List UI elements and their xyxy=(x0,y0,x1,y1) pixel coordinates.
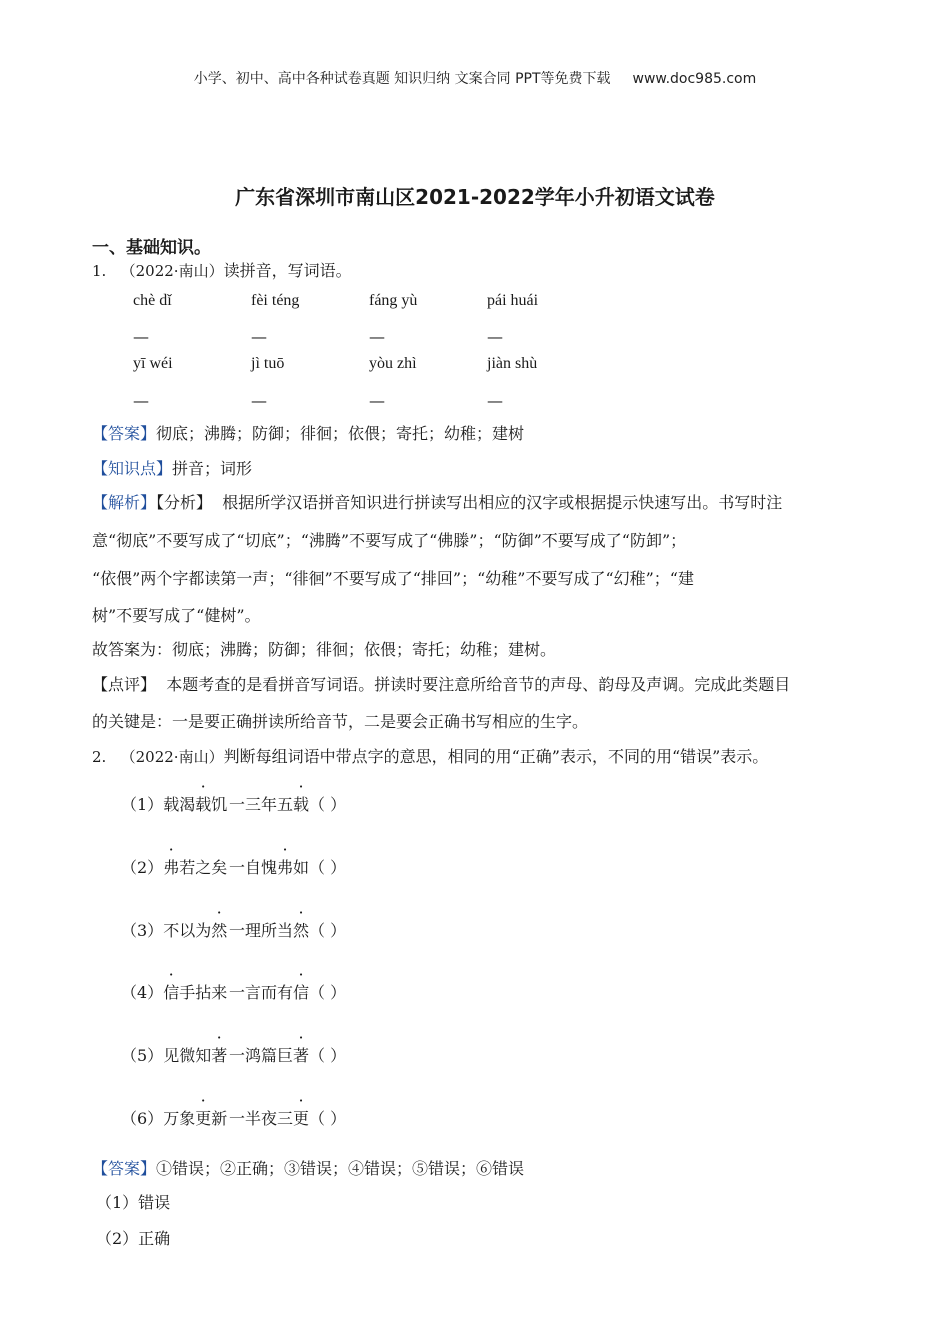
item-number: （6） xyxy=(121,1109,164,1128)
question-1 xyxy=(92,258,352,281)
dotted-char: 更 xyxy=(293,1109,310,1128)
answer-tag: 【答案】 xyxy=(92,1159,157,1178)
q1-number: 1. xyxy=(92,262,107,280)
word-pair-item xyxy=(121,980,346,1003)
answer-blank: — xyxy=(487,391,503,410)
pinyin-item: chè dǐ xyxy=(133,292,172,309)
word-part: 若之矣 xyxy=(179,858,228,877)
pinyin-item: pái huái xyxy=(487,292,539,309)
answer-blank: — xyxy=(133,327,149,346)
word-part: 新 xyxy=(211,1109,228,1128)
item-number: （1） xyxy=(121,795,164,814)
pinyin-item: fáng yù xyxy=(369,292,418,309)
answer-blank: — xyxy=(251,327,267,346)
answer-paren: （ ） xyxy=(309,1046,347,1065)
analysis-tag: 【解析】 xyxy=(92,493,157,512)
answer-blank: — xyxy=(487,327,503,346)
answer-text: ①错误；②正确；③错误；④错误；⑤错误；⑥错误 xyxy=(156,1159,525,1178)
analysis-text: 根据所学汉语拼音知识进行拼读写出相应的汉字或根据提示快速写出。书写时注 xyxy=(212,493,783,512)
answer-paren: （ ） xyxy=(309,983,347,1002)
comment-text: 本题考查的是看拼音写词语。拼读时要注意所给音节的声母、韵母及声调。完成此类题目 xyxy=(156,675,791,694)
document-title: 广东省深圳市南山区2021-2022学年小升初语文试卷 xyxy=(235,185,715,209)
word-pair-item xyxy=(121,855,346,878)
q1-analysis-line: 意“彻底”不要写成了“切底”；“沸腾”不要写成了“佛滕”；“防御”不要写成了“防卸”； xyxy=(92,531,687,550)
dotted-char: 然 xyxy=(293,921,310,940)
word-pair-item xyxy=(121,918,346,941)
q2-number: 2. xyxy=(92,748,107,766)
item-number: （5） xyxy=(121,1046,164,1065)
header-site: www.doc985.com xyxy=(632,71,757,87)
dotted-char: 载 xyxy=(293,795,310,814)
q1-analysis-line: “依偎”两个字都读第一声；“徘徊”不要写成了“排回”；“幼稚”不要写成了“幻稚”；“建 xyxy=(92,569,694,588)
q2-answer xyxy=(92,1156,524,1179)
page-header xyxy=(0,68,950,88)
header-text: 小学、初中、高中各种试卷真题 知识归纳 文案合同 PPT等免费下载 xyxy=(193,71,611,87)
word-pair-item xyxy=(121,1106,346,1129)
answer-tag: 【答案】 xyxy=(92,424,157,443)
word-part: 见微知 xyxy=(163,1046,212,1065)
item-number: （3） xyxy=(121,921,164,940)
q1-comment-line xyxy=(92,672,790,695)
word-part: 如 xyxy=(293,858,310,877)
word-pair-item xyxy=(121,792,346,815)
answer-blank: — xyxy=(251,391,267,410)
pinyin-item: jiàn shù xyxy=(487,355,538,372)
answer-blank: — xyxy=(369,327,385,346)
q1-conclusion: 故答案为：彻底；沸腾；防御；徘徊；依偎；寄托；幼稚；建树。 xyxy=(92,640,557,659)
answer-paren: （ ） xyxy=(309,795,347,814)
word-part: 一鸿篇巨 xyxy=(229,1046,294,1065)
q2-sub-answer: （1）错误 xyxy=(96,1193,171,1212)
answer-text: 彻底；沸腾；防御；徘徊；依偎；寄托；幼稚；建树 xyxy=(156,424,525,443)
dotted-char: 更 xyxy=(195,1109,212,1128)
word-part: 手拈来 xyxy=(179,983,228,1002)
word-part: 载渴 xyxy=(163,795,196,814)
item-number: （2） xyxy=(121,858,164,877)
q1-comment-line: 的关键是：一是要正确拼读所给音节，二是要会正确书写相应的生字。 xyxy=(92,712,589,731)
dotted-char: 信 xyxy=(293,983,310,1002)
dotted-char: 弗 xyxy=(277,858,294,877)
item-number: （4） xyxy=(121,983,164,1002)
answer-blank: — xyxy=(133,391,149,410)
word-part: 一理所当 xyxy=(229,921,294,940)
word-part: 一半夜三 xyxy=(229,1109,294,1128)
q2-prompt: 判断每组词语中带点字的意思，相同的用“正确”表示，不同的用“错误”表示。 xyxy=(223,747,769,766)
word-part: 一三年五 xyxy=(229,795,294,814)
pinyin-item: fèi téng xyxy=(251,292,300,309)
dotted-char: 弗 xyxy=(163,858,180,877)
q2-sub-answer: （2）正确 xyxy=(96,1229,171,1248)
word-part: 一自愧 xyxy=(229,858,278,877)
q1-analysis-line xyxy=(92,490,782,513)
pinyin-item: jì tuō xyxy=(251,355,285,372)
word-part: 不以为 xyxy=(163,921,212,940)
word-part: 万象 xyxy=(163,1109,196,1128)
kp-text: 拼音；词形 xyxy=(172,459,253,478)
pinyin-item: yī wéi xyxy=(133,355,173,372)
q1-knowledge-point xyxy=(92,456,252,479)
section-heading: 一、基础知识。 xyxy=(92,238,211,258)
analysis-sub-tag: 【分析】 xyxy=(156,493,213,512)
q2-source: （2022·南山） xyxy=(120,748,224,766)
dotted-char: 著 xyxy=(211,1046,228,1065)
answer-blank: — xyxy=(369,391,385,410)
word-part: 一言而有 xyxy=(229,983,294,1002)
q1-prompt: 读拼音，写词语。 xyxy=(223,261,352,280)
q1-answer xyxy=(92,421,524,444)
dotted-char: 著 xyxy=(293,1046,310,1065)
answer-paren: （ ） xyxy=(309,858,347,877)
word-part: 饥 xyxy=(211,795,228,814)
dotted-char: 信 xyxy=(163,983,180,1002)
dotted-char: 然 xyxy=(211,921,228,940)
q1-source: （2022·南山） xyxy=(120,262,224,280)
q1-analysis-line: 树”不要写成了“健树”。 xyxy=(92,606,261,625)
question-2 xyxy=(92,744,768,767)
word-pair-item xyxy=(121,1043,346,1066)
dotted-char: 载 xyxy=(195,795,212,814)
pinyin-item: yòu zhì xyxy=(369,355,417,372)
comment-tag: 【点评】 xyxy=(92,675,157,694)
answer-paren: （ ） xyxy=(309,921,347,940)
answer-paren: （ ） xyxy=(309,1109,347,1128)
kp-tag: 【知识点】 xyxy=(92,459,173,478)
